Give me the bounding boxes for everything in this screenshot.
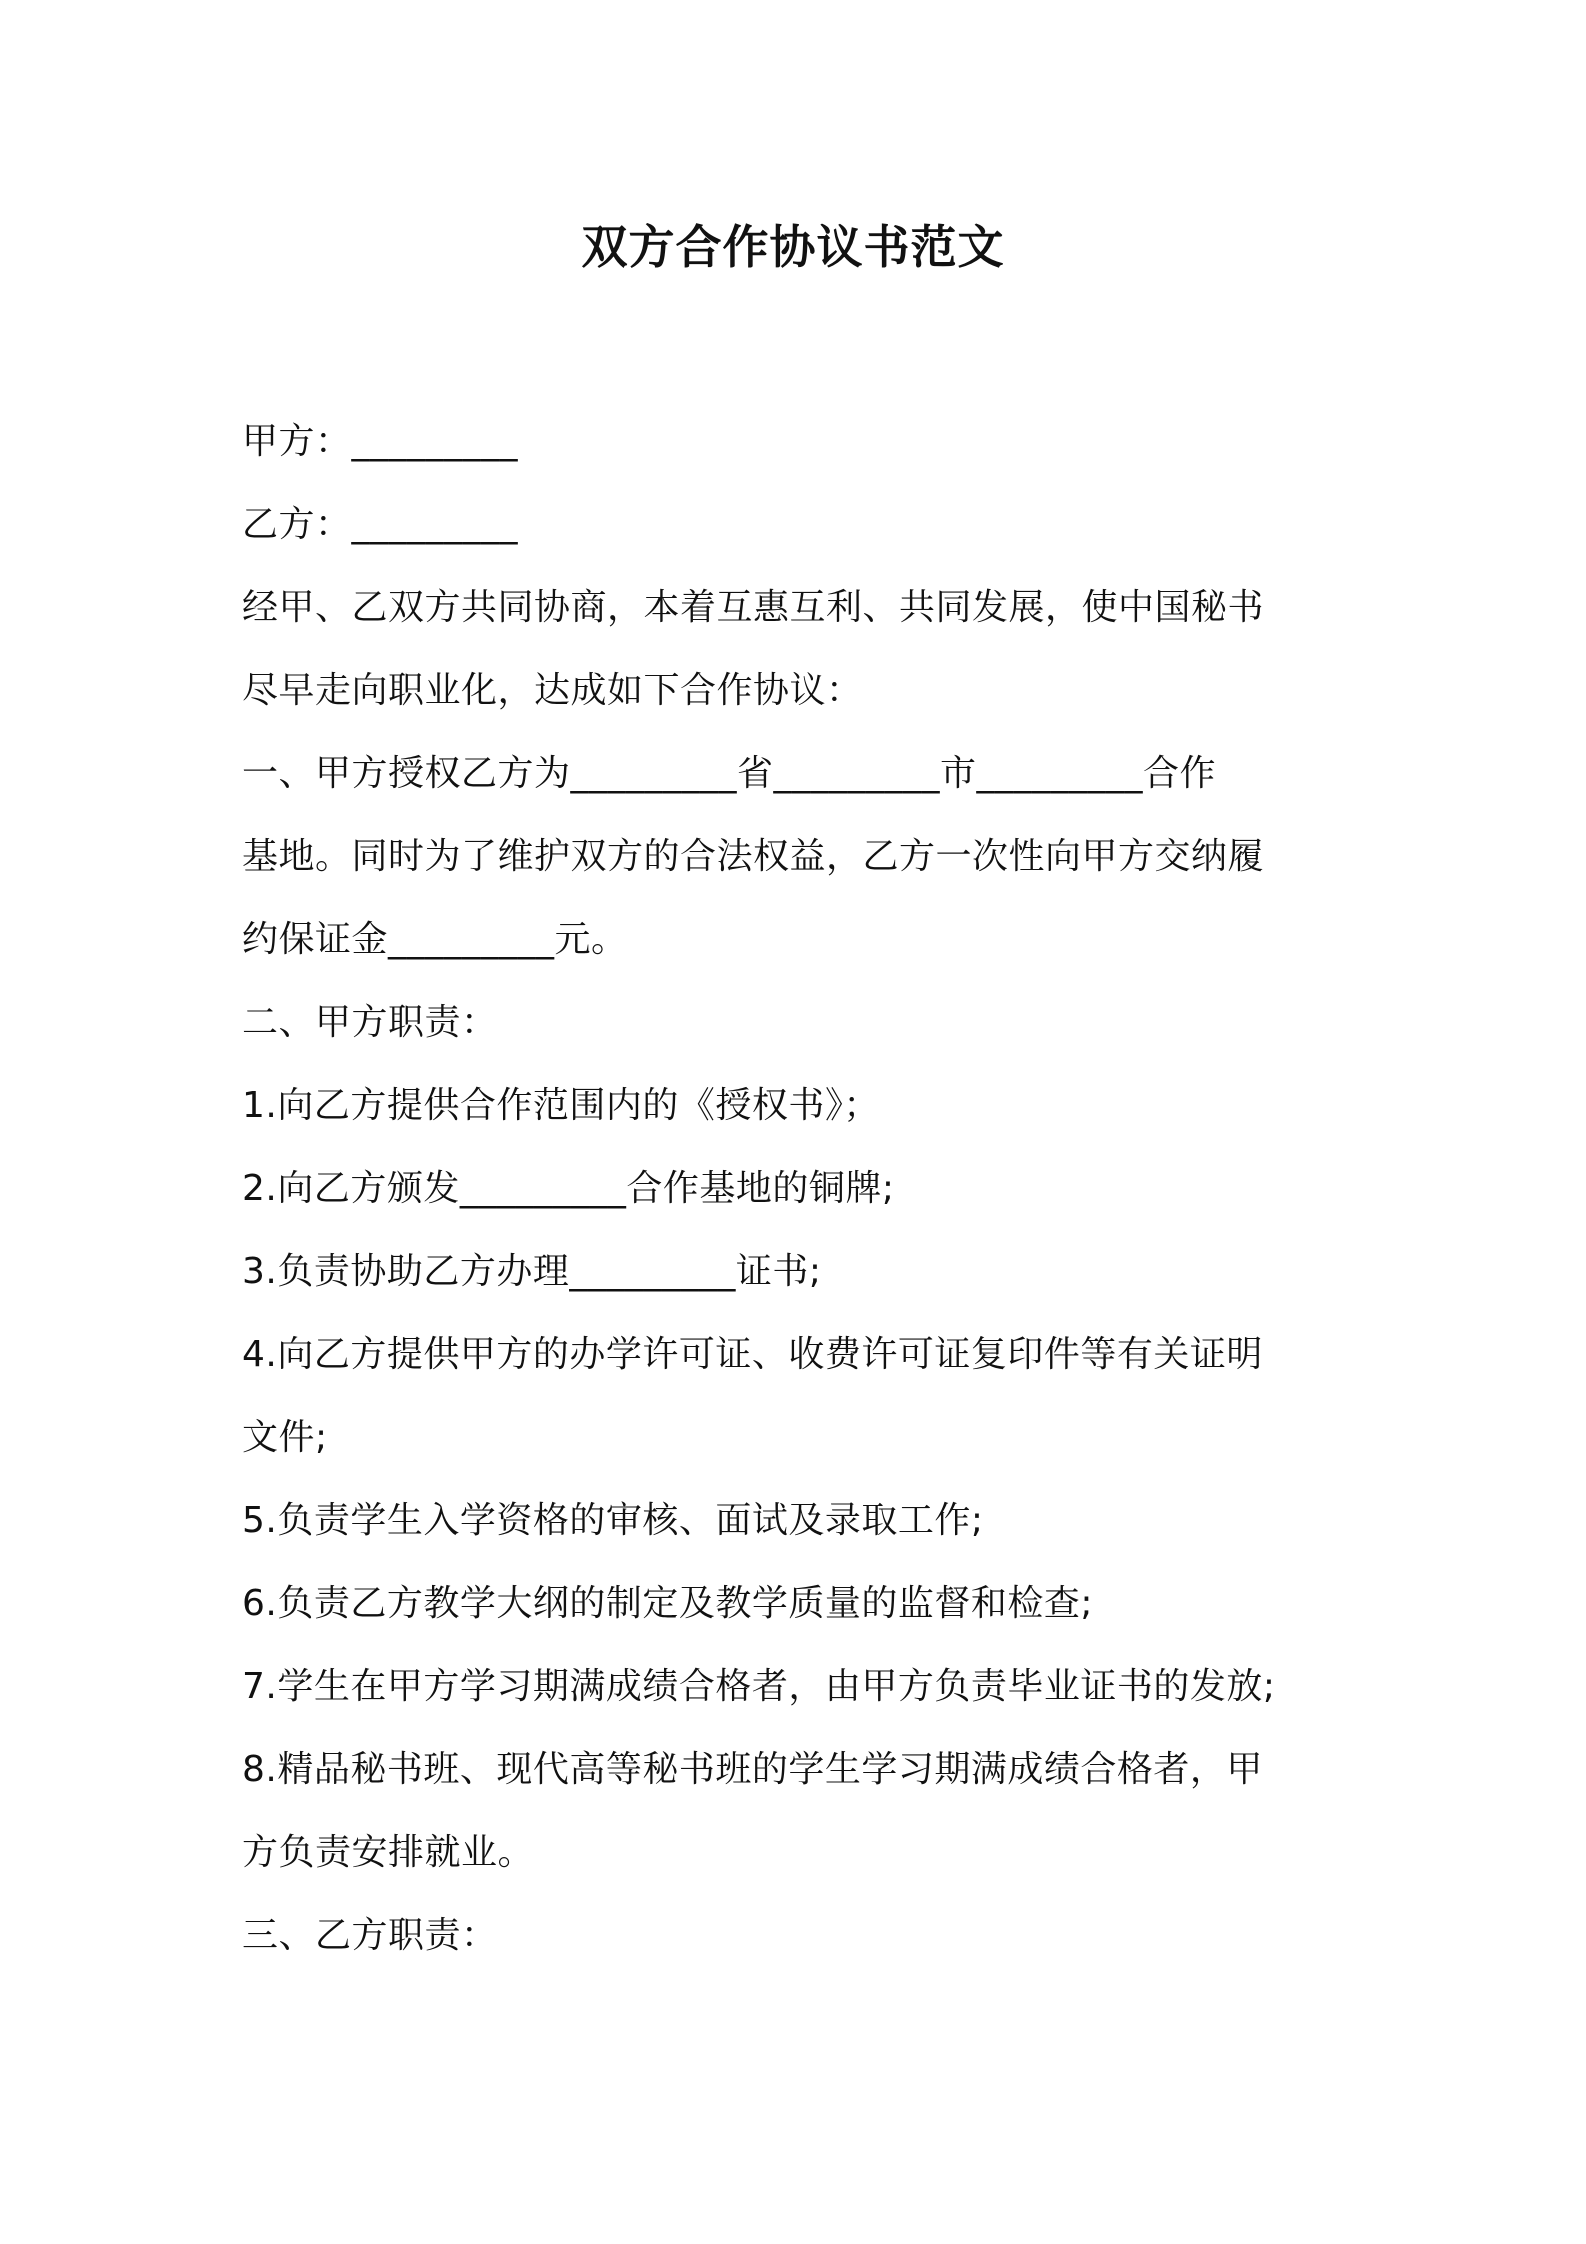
document-title: 双方合作协议书范文 [581, 220, 1005, 274]
clause-1-line-1: 一、甲方授权乙方为_________省_________市_________合作 [242, 753, 1217, 794]
party-b-line: 乙方：_________ [242, 504, 519, 545]
party-a-duty-5: 5.负责学生入学资格的审核、面试及录取工作; [242, 1500, 984, 1541]
party-a-duty-7: 7.学生在甲方学习期满成绩合格者，由甲方负责毕业证书的发放; [242, 1666, 1276, 1707]
clause-1-line-3: 约保证金_________元。 [242, 919, 628, 960]
party-a-duty-4-line-2: 文件; [242, 1417, 328, 1458]
party-a-duty-4-line-1: 4.向乙方提供甲方的办学许可证、收费许可证复印件等有关证明 [242, 1334, 1263, 1375]
party-a-duty-3: 3.负责协助乙方办理_________证书; [242, 1251, 822, 1292]
party-a-duty-6: 6.负责乙方教学大纲的制定及教学质量的监督和检查; [242, 1583, 1093, 1624]
party-a-duty-8-line-2: 方负责安排就业。 [242, 1832, 535, 1873]
preamble-line-2: 尽早走向职业化，达成如下合作协议： [242, 670, 863, 711]
document-body [242, 400, 1357, 1977]
party-a-line: 甲方：_________ [242, 421, 519, 462]
party-a-duty-1: 1.向乙方提供合作范围内的《授权书》； [242, 1085, 880, 1126]
clause-1-line-2: 基地。同时为了维护双方的合法权益，乙方一次性向甲方交纳履 [242, 836, 1265, 877]
section-heading-party-b-duties: 三、乙方职责： [242, 1915, 498, 1956]
section-heading-party-a-duties: 二、甲方职责： [242, 1002, 498, 1043]
preamble-line-1: 经甲、乙双方共同协商，本着互惠互利、共同发展，使中国秘书 [242, 587, 1265, 628]
party-a-duty-2: 2.向乙方颁发_________合作基地的铜牌; [242, 1168, 895, 1209]
party-a-duty-8-line-1: 8.精品秘书班、现代高等秘书班的学生学习期满成绩合格者，甲 [242, 1749, 1263, 1790]
